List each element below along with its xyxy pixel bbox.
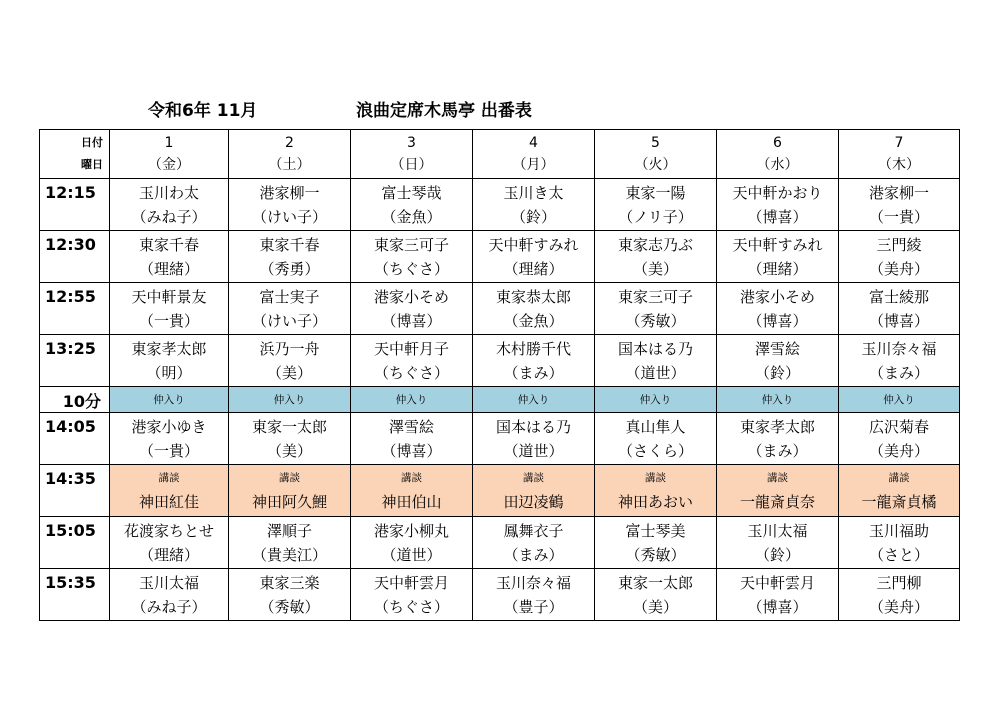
slot-row bbox=[40, 231, 960, 283]
performer-cell bbox=[110, 413, 229, 465]
performer-cell bbox=[473, 335, 595, 387]
performer-cell bbox=[839, 517, 960, 569]
time-cell bbox=[40, 283, 110, 335]
day-weekday: （水） bbox=[756, 157, 799, 173]
performer-name: 東家一太郎 bbox=[251, 418, 327, 436]
accompanist-name: （博喜） bbox=[381, 312, 442, 330]
day-date: 7 bbox=[894, 135, 904, 151]
accompanist-name: （博喜） bbox=[747, 312, 808, 330]
performer-cell bbox=[473, 179, 595, 231]
performer-name: 花渡家ちとせ bbox=[123, 522, 214, 540]
day-weekday: （日） bbox=[390, 157, 433, 173]
header-label-cell bbox=[40, 130, 110, 179]
intermission-label: 仲入り bbox=[273, 393, 306, 406]
performer-cell bbox=[839, 231, 960, 283]
kodan-label: 講談 bbox=[401, 471, 422, 484]
accompanist-name: （理緒） bbox=[138, 546, 199, 564]
accompanist-name: （ちぐさ） bbox=[373, 364, 449, 382]
header-row bbox=[40, 130, 960, 179]
performer-name: 玉川福助 bbox=[868, 522, 929, 540]
performer-name: 天中軒雲月 bbox=[373, 574, 449, 592]
day-date: 6 bbox=[773, 135, 782, 151]
performer-name: 富士琴美 bbox=[625, 522, 686, 540]
day-date: 4 bbox=[529, 135, 538, 151]
performer-cell bbox=[717, 335, 839, 387]
accompanist-name: （明） bbox=[146, 364, 192, 382]
performer-cell bbox=[595, 413, 717, 465]
performer-name: 三門柳 bbox=[876, 574, 922, 592]
performer-name: 港家柳一 bbox=[868, 184, 929, 202]
slot-row bbox=[40, 179, 960, 231]
performer-name: 三門綾 bbox=[876, 236, 922, 254]
intermission-cell bbox=[110, 387, 229, 413]
slot-row bbox=[40, 413, 960, 465]
slot-time: 12:55 bbox=[45, 287, 96, 306]
performer-name: 玉川奈々福 bbox=[495, 574, 571, 592]
accompanist-name: （道世） bbox=[625, 364, 686, 382]
accompanist-name: （さと） bbox=[868, 546, 929, 564]
performer-name: 玉川わ太 bbox=[138, 184, 199, 202]
performer-cell bbox=[110, 517, 229, 569]
performer-name: 浜乃一舟 bbox=[259, 340, 320, 358]
performer-cell bbox=[595, 569, 717, 621]
performer-name: 天中軒月子 bbox=[373, 340, 449, 358]
schedule-table bbox=[39, 129, 960, 621]
day-header-cell bbox=[839, 130, 960, 179]
accompanist-name: （秀勇） bbox=[259, 260, 320, 278]
day-date: 2 bbox=[285, 135, 294, 151]
day-header-cell bbox=[229, 130, 351, 179]
performer-name: 港家小ゆき bbox=[131, 418, 207, 436]
accompanist-name: （鈴） bbox=[754, 364, 800, 382]
performer-cell bbox=[110, 335, 229, 387]
performer-name: 国本はる乃 bbox=[617, 340, 693, 358]
performer-name: 東家千春 bbox=[259, 236, 320, 254]
kodan-label: 講談 bbox=[767, 471, 788, 484]
kodan-cell bbox=[595, 465, 717, 517]
page-title-venue: 浪曲定席木馬亭 出番表 bbox=[356, 101, 532, 121]
performer-cell bbox=[595, 283, 717, 335]
accompanist-name: （一貴） bbox=[868, 208, 929, 226]
accompanist-name: （美舟） bbox=[868, 260, 929, 278]
performer-name: 東家三楽 bbox=[259, 574, 320, 592]
performer-name: 木村勝千代 bbox=[495, 340, 571, 358]
performer-name: 東家千春 bbox=[138, 236, 199, 254]
performer-cell bbox=[351, 335, 473, 387]
performer-cell bbox=[110, 231, 229, 283]
date-label: 日付 bbox=[81, 136, 103, 149]
performer-cell bbox=[473, 517, 595, 569]
slot-row bbox=[40, 569, 960, 621]
performer-cell bbox=[229, 413, 351, 465]
time-cell bbox=[40, 179, 110, 231]
performer-cell bbox=[110, 283, 229, 335]
performer-name: 港家柳一 bbox=[259, 184, 320, 202]
accompanist-name: （理緒） bbox=[138, 260, 199, 278]
performer-name: 富士綾那 bbox=[868, 288, 929, 306]
performer-name: 玉川奈々福 bbox=[861, 340, 937, 358]
performer-cell bbox=[351, 283, 473, 335]
performer-name: 東家三可子 bbox=[373, 236, 449, 254]
kodan-cell bbox=[473, 465, 595, 517]
performer-cell bbox=[839, 179, 960, 231]
day-header-cell bbox=[473, 130, 595, 179]
day-date: 3 bbox=[407, 135, 416, 151]
slot-time: 14:35 bbox=[45, 469, 96, 488]
performer-cell bbox=[351, 179, 473, 231]
accompanist-name: （ちぐさ） bbox=[373, 598, 449, 616]
performer-name: 天中軒すみれ bbox=[488, 236, 579, 254]
performer-cell bbox=[351, 569, 473, 621]
accompanist-name: （金魚） bbox=[503, 312, 564, 330]
performer-name: 天中軒かおり bbox=[732, 184, 823, 202]
intermission-cell bbox=[351, 387, 473, 413]
accompanist-name: （博喜） bbox=[868, 312, 929, 330]
kodan-cell bbox=[351, 465, 473, 517]
time-cell bbox=[40, 335, 110, 387]
accompanist-name: （一貴） bbox=[138, 312, 199, 330]
intermission-label: 仲入り bbox=[395, 393, 428, 406]
slot-time: 15:05 bbox=[45, 521, 96, 540]
performer-name: 広沢菊春 bbox=[868, 418, 929, 436]
performer-cell bbox=[839, 283, 960, 335]
weekday-label: 曜日 bbox=[81, 158, 103, 171]
accompanist-name: （まみ） bbox=[747, 442, 808, 460]
kodan-label: 講談 bbox=[888, 471, 910, 484]
intermission-label: 仲入り bbox=[883, 393, 915, 406]
accompanist-name: （美舟） bbox=[868, 598, 929, 616]
performer-name: 東家一太郎 bbox=[617, 574, 693, 592]
intermission-label: 仲入り bbox=[517, 393, 550, 406]
performer-cell bbox=[595, 231, 717, 283]
performer-name: 港家小そめ bbox=[739, 288, 815, 306]
accompanist-name: （みね子） bbox=[131, 208, 207, 226]
page-title-date: 令和6年 11月 bbox=[148, 101, 258, 121]
performer-cell bbox=[595, 335, 717, 387]
intermission-cell bbox=[595, 387, 717, 413]
performer-name: 神田あおい bbox=[617, 492, 693, 511]
accompanist-name: （美） bbox=[632, 260, 678, 278]
performer-name: 東家三可子 bbox=[617, 288, 693, 306]
performer-cell bbox=[473, 283, 595, 335]
performer-cell bbox=[473, 413, 595, 465]
performer-cell bbox=[351, 517, 473, 569]
performer-name: 東家恭太郎 bbox=[495, 288, 571, 306]
performer-name: 一龍斎貞奈 bbox=[739, 492, 815, 511]
break-duration: 10分 bbox=[62, 392, 101, 411]
performer-cell bbox=[839, 335, 960, 387]
day-date: 5 bbox=[651, 135, 660, 151]
performer-cell bbox=[717, 283, 839, 335]
accompanist-name: （秀敏） bbox=[259, 598, 320, 616]
intermission-cell bbox=[839, 387, 960, 413]
accompanist-name: （道世） bbox=[503, 442, 564, 460]
accompanist-name: （まみ） bbox=[868, 364, 929, 382]
day-weekday: （木） bbox=[878, 157, 920, 173]
kodan-cell bbox=[110, 465, 229, 517]
day-weekday: （金） bbox=[148, 157, 190, 173]
kodan-label: 講談 bbox=[523, 471, 544, 484]
accompanist-name: （秀敏） bbox=[625, 546, 686, 564]
performer-name: 国本はる乃 bbox=[495, 418, 571, 436]
accompanist-name: （美） bbox=[266, 364, 312, 382]
kodan-label: 講談 bbox=[645, 471, 666, 484]
accompanist-name: （まみ） bbox=[503, 364, 564, 382]
slot-time: 12:30 bbox=[45, 235, 96, 254]
performer-name: 澤順子 bbox=[266, 522, 312, 540]
time-cell bbox=[40, 569, 110, 621]
slot-row bbox=[40, 517, 960, 569]
slot-time: 12:15 bbox=[45, 183, 96, 202]
kodan-label: 講談 bbox=[279, 471, 300, 484]
kodan-label: 講談 bbox=[158, 471, 180, 484]
intermission-cell bbox=[473, 387, 595, 413]
performer-cell bbox=[229, 517, 351, 569]
accompanist-name: （一貴） bbox=[138, 442, 199, 460]
performer-name: 真山隼人 bbox=[625, 418, 686, 436]
performer-name: 神田紅佳 bbox=[138, 492, 199, 511]
kodan-cell bbox=[839, 465, 960, 517]
day-header-cell bbox=[351, 130, 473, 179]
time-cell bbox=[40, 465, 110, 517]
accompanist-name: （秀敏） bbox=[625, 312, 686, 330]
day-header-cell bbox=[717, 130, 839, 179]
performer-name: 神田伯山 bbox=[381, 492, 442, 511]
performer-cell bbox=[351, 413, 473, 465]
intermission-label: 仲入り bbox=[761, 393, 794, 406]
performer-cell bbox=[229, 231, 351, 283]
accompanist-name: （博喜） bbox=[747, 598, 808, 616]
accompanist-name: （美舟） bbox=[868, 442, 929, 460]
break-label-cell bbox=[40, 387, 110, 413]
performer-cell bbox=[839, 413, 960, 465]
performer-name: 澤雪絵 bbox=[388, 418, 434, 436]
performer-name: 東家志乃ぶ bbox=[617, 236, 693, 254]
performer-name: 東家孝太郎 bbox=[131, 340, 207, 358]
performer-name: 港家小柳丸 bbox=[373, 522, 449, 540]
accompanist-name: （美） bbox=[632, 598, 678, 616]
kodan-cell bbox=[229, 465, 351, 517]
performer-cell bbox=[473, 569, 595, 621]
time-cell bbox=[40, 413, 110, 465]
accompanist-name: （博喜） bbox=[747, 208, 808, 226]
performer-cell bbox=[717, 569, 839, 621]
accompanist-name: （道世） bbox=[381, 546, 442, 564]
accompanist-name: （貴美江） bbox=[251, 546, 327, 564]
performer-cell bbox=[229, 283, 351, 335]
day-weekday: （月） bbox=[512, 157, 555, 173]
accompanist-name: （さくら） bbox=[617, 442, 693, 460]
intermission-label: 仲入り bbox=[153, 393, 185, 406]
performer-cell bbox=[717, 231, 839, 283]
performer-name: 田辺凌鶴 bbox=[503, 492, 564, 511]
performer-name: 富士琴哉 bbox=[381, 184, 442, 202]
performer-name: 富士実子 bbox=[259, 288, 320, 306]
performer-cell bbox=[595, 517, 717, 569]
slot-time: 15:35 bbox=[45, 573, 96, 592]
accompanist-name: （けい子） bbox=[251, 208, 327, 226]
accompanist-name: （理緒） bbox=[503, 260, 564, 278]
day-weekday: （土） bbox=[268, 157, 311, 173]
time-cell bbox=[40, 231, 110, 283]
accompanist-name: （理緒） bbox=[747, 260, 808, 278]
performer-name: 鳳舞衣子 bbox=[503, 522, 564, 540]
performer-name: 天中軒雲月 bbox=[739, 574, 815, 592]
performer-cell bbox=[717, 517, 839, 569]
performer-cell bbox=[229, 335, 351, 387]
kodan-cell bbox=[717, 465, 839, 517]
accompanist-name: （ちぐさ） bbox=[373, 260, 449, 278]
performer-cell bbox=[351, 231, 473, 283]
accompanist-name: （金魚） bbox=[381, 208, 442, 226]
accompanist-name: （けい子） bbox=[251, 312, 327, 330]
slot-row bbox=[40, 283, 960, 335]
accompanist-name: （鈴） bbox=[754, 546, 800, 564]
performer-cell bbox=[229, 569, 351, 621]
performer-cell bbox=[229, 179, 351, 231]
break-row bbox=[40, 387, 960, 413]
performer-cell bbox=[473, 231, 595, 283]
performer-cell bbox=[110, 179, 229, 231]
performer-cell bbox=[110, 569, 229, 621]
performer-name: 澤雪絵 bbox=[754, 340, 800, 358]
slot-row bbox=[40, 335, 960, 387]
slot-time: 14:05 bbox=[45, 417, 96, 436]
day-header-cell bbox=[595, 130, 717, 179]
performer-name: 東家一陽 bbox=[625, 184, 686, 202]
performer-cell bbox=[839, 569, 960, 621]
performer-name: 玉川太福 bbox=[138, 574, 199, 592]
day-weekday: （火） bbox=[634, 157, 677, 173]
slot-time: 13:25 bbox=[45, 339, 96, 358]
kodan-row bbox=[40, 465, 960, 517]
accompanist-name: （みね子） bbox=[131, 598, 207, 616]
performer-name: 港家小そめ bbox=[373, 288, 449, 306]
performer-name: 天中軒景友 bbox=[131, 288, 207, 306]
performer-name: 玉川太福 bbox=[747, 522, 808, 540]
performer-cell bbox=[717, 179, 839, 231]
performer-name: 玉川き太 bbox=[503, 184, 564, 202]
accompanist-name: （ノリ子） bbox=[618, 208, 693, 226]
accompanist-name: （鈴） bbox=[510, 208, 556, 226]
performer-name: 一龍斎貞橘 bbox=[861, 492, 937, 511]
accompanist-name: （美） bbox=[266, 442, 312, 460]
accompanist-name: （豊子） bbox=[503, 598, 564, 616]
performer-name: 東家孝太郎 bbox=[739, 418, 815, 436]
day-date: 1 bbox=[164, 135, 174, 151]
time-cell bbox=[40, 517, 110, 569]
intermission-label: 仲入り bbox=[639, 393, 672, 406]
intermission-cell bbox=[717, 387, 839, 413]
day-header-cell bbox=[110, 130, 229, 179]
accompanist-name: （博喜） bbox=[381, 442, 442, 460]
performer-cell bbox=[717, 413, 839, 465]
accompanist-name: （まみ） bbox=[503, 546, 564, 564]
intermission-cell bbox=[229, 387, 351, 413]
performer-name: 神田阿久鯉 bbox=[251, 492, 327, 511]
performer-name: 天中軒すみれ bbox=[732, 236, 823, 254]
performer-cell bbox=[595, 179, 717, 231]
